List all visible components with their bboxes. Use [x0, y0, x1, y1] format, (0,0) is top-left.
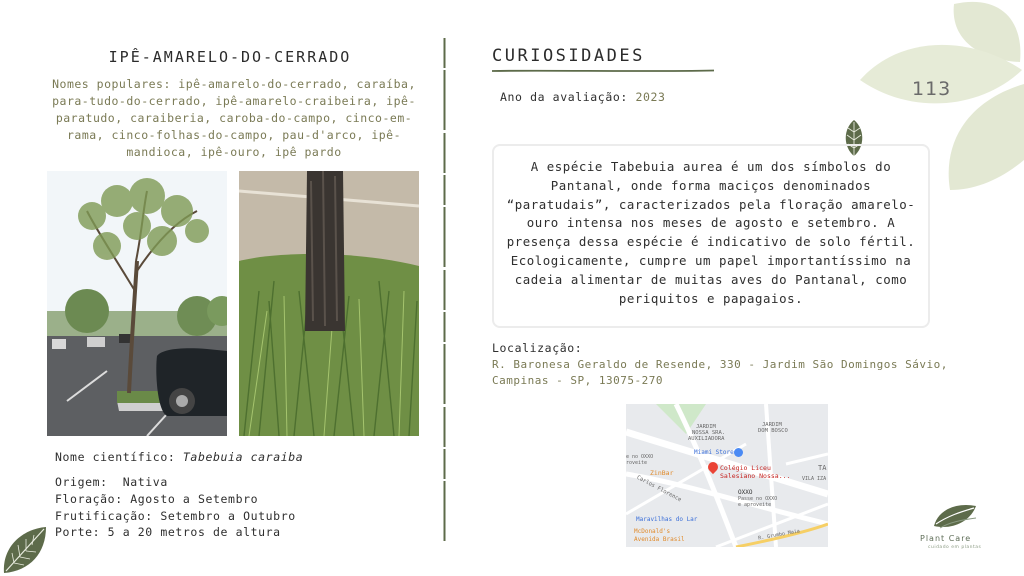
map-label-ta: TA	[818, 464, 827, 472]
decorative-leaf-bottom-left	[0, 525, 48, 576]
evaluation-year	[500, 90, 666, 104]
page-number: 113	[912, 78, 952, 100]
store-icon	[734, 448, 743, 457]
title-underline	[492, 68, 714, 74]
scientific-label: Nome científico:	[55, 450, 183, 464]
map-label-maravilhas[interactable]: Maravilhas do Lar	[636, 516, 698, 523]
curiosity-text: A espécie Tabebuia aurea é um dos símbolos do Pantanal, onde forma maciços denominados “paratudais”, caracterizados pela floração amarelo-ouro intensa nos meses de agosto e setembro. A presença dessa espécie é indicativo de solo fértil. Ecologicamente, cumpre um papel importantíssimo na cadeia alimentar de muitas aves do Pantanal, como periquitos e papagaios.	[506, 159, 916, 306]
page-title: IPÊ-AMARELO-DO-CERRADO	[108, 48, 352, 66]
map-label-edge-2: roveite	[626, 460, 648, 466]
plant-facts	[55, 474, 296, 541]
size: Porte: 5 a 20 metros de altura	[55, 525, 281, 540]
location-map[interactable]	[626, 404, 828, 547]
map-label-dom-bosco: DOM BOSCO	[758, 428, 788, 434]
map-label-oxxo-1[interactable]: OXXO	[738, 489, 753, 496]
scientific-value: Tabebuia caraiba	[182, 450, 304, 464]
brand-tagline: cuidado em plantas	[928, 545, 982, 550]
flowering: Floração: Agosto a Setembro	[55, 491, 259, 506]
map-label-mcdonalds-2: Avenida Brasil	[634, 536, 685, 543]
map-label-oxxo-3: e aproveite	[738, 502, 772, 508]
map-label-vila: VILA IZA	[802, 476, 827, 482]
fruiting: Frutificação: Setembro a Outubro	[55, 508, 296, 523]
map-label-mcdonalds-1[interactable]: McDonald's	[634, 528, 671, 535]
brand-name: Plant Care	[920, 534, 972, 543]
map-label-jardim: JARDIM	[762, 422, 782, 428]
year-value: 2023	[635, 90, 666, 104]
brand-logo-icon	[930, 502, 980, 532]
address-line-2: Campinas - SP, 13075-270	[492, 374, 663, 387]
location-label: Localização:	[492, 341, 583, 355]
location-address	[492, 357, 952, 389]
map-label-miami[interactable]: Miami Store	[694, 449, 734, 456]
year-label: Ano da avaliação:	[500, 90, 636, 104]
map-label-jardim2: JARDIM	[696, 424, 716, 430]
section-title: CURIOSIDADES	[492, 46, 645, 66]
map-label-colegio-2[interactable]: Salesiano Nossa...	[720, 472, 791, 480]
address-line-1: R. Baronesa Geraldo de Resende, 330 - Jardim São Domingos Sávio,	[492, 358, 948, 371]
trunk-photo	[239, 171, 419, 436]
map-label-nossa-sra: NOSSA SRA.	[692, 430, 726, 436]
origin: Origem: Nativa	[55, 475, 168, 489]
map-label-auxiliadora: AUXILIADORA	[688, 436, 725, 442]
map-label-colegio-1[interactable]: Colégio Liceu	[720, 464, 771, 472]
map-label-edge-1: e no OXXO	[626, 454, 654, 460]
column-divider	[443, 38, 446, 544]
map-label-zinbar[interactable]: ZinBar	[650, 469, 674, 477]
map-label-carlos: Carlos Florence	[635, 474, 683, 504]
popular-names: Nomes populares: ipê-amarelo-do-cerrado, caraíba, para-tudo-do-cerrado, ipê-amarelo-craibeira, ipê-paratudo, caraiberia, caroba-do-campo, cinco-em-rama, cinco-folhas-do-campo, pau-d'arco, ipê-mandioca, ipê-ouro, ipê pardo	[52, 77, 416, 159]
tree-photo	[47, 171, 227, 436]
map-label-bottom-road: R. Grumbo Maia	[757, 528, 801, 542]
scientific-name	[55, 450, 303, 464]
map-label-oxxo-2: Passe no OXXO	[738, 496, 778, 502]
